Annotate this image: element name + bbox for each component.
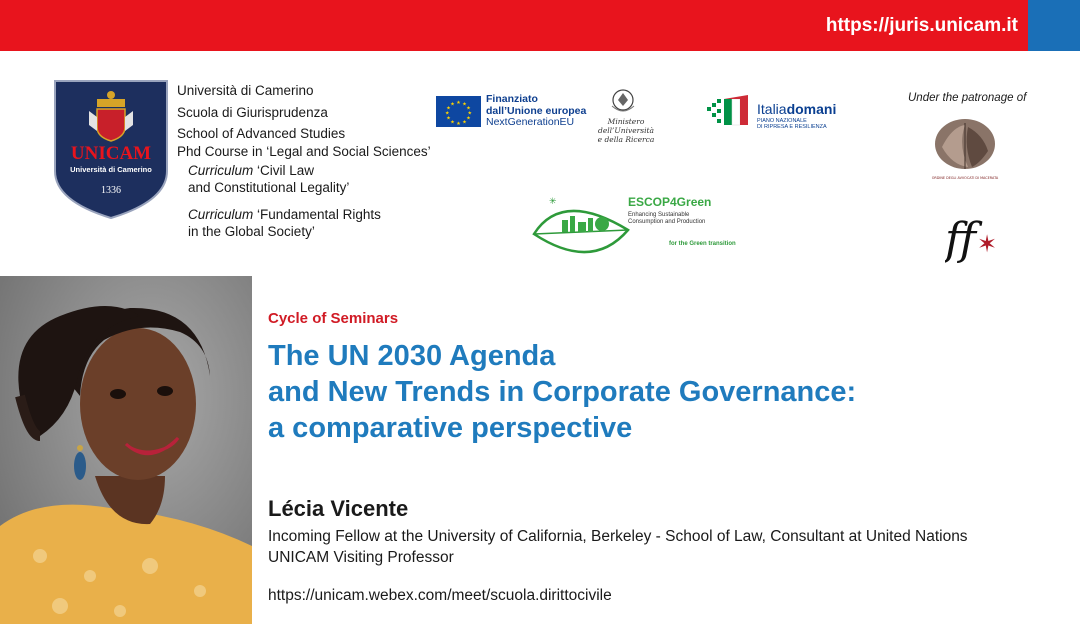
svg-text:★: ★ xyxy=(466,105,471,112)
svg-text:★: ★ xyxy=(446,105,451,112)
speaker-affiliation xyxy=(268,526,968,568)
svg-text:★: ★ xyxy=(467,110,473,117)
university-line: Phd Course in ‘Legal and Social Sciences’ xyxy=(177,143,431,159)
website-link[interactable]: https://juris.unicam.it xyxy=(825,15,1018,36)
ministry-line: e della Ricerca xyxy=(597,135,655,144)
italia-domani-icon xyxy=(705,93,755,129)
university-line: Università di Camerino xyxy=(177,83,314,98)
speaker-photo xyxy=(0,276,252,624)
svg-text:★: ★ xyxy=(450,101,455,108)
svg-text:★: ★ xyxy=(450,119,455,126)
curriculum-name: ‘Fundamental Rights xyxy=(253,207,381,222)
svg-text:★: ★ xyxy=(462,119,467,126)
ministry-line: Ministero dell’Università xyxy=(598,117,654,135)
title-line: a comparative perspective xyxy=(268,412,633,444)
italia-sub-line: PIANO NAZIONALE xyxy=(757,118,807,124)
eu-line: NextGenerationEU xyxy=(486,116,575,128)
eu-line: Finanziato xyxy=(486,93,538,105)
svg-text:★: ★ xyxy=(462,101,467,108)
bar-association-caption: ORDINE DEGLI AVVOCATI DI MACERATA xyxy=(931,176,999,180)
webex-link[interactable]: https://unicam.webex.com/meet/scuola.dirittocivile xyxy=(268,587,612,604)
curriculum-prefix: Curriculum xyxy=(188,207,254,222)
curriculum-prefix: Curriculum xyxy=(188,163,254,178)
svg-text:★: ★ xyxy=(456,121,461,127)
shield-name: UNICAM xyxy=(70,143,152,164)
svg-text:★: ★ xyxy=(446,115,451,122)
italia-domani-title xyxy=(757,101,836,117)
shield-year: 1336 xyxy=(101,185,121,196)
seminar-title xyxy=(268,338,856,446)
top-bar-accent xyxy=(1028,0,1080,51)
university-line: School of Advanced Studies xyxy=(177,126,346,141)
domani-word: domani xyxy=(786,101,837,117)
escop4green-logo xyxy=(532,190,742,265)
italia-sub-line: DI RIPRESA E RESILIENZA xyxy=(757,124,827,130)
svg-text:★: ★ xyxy=(456,100,461,106)
university-line: Scuola di Giurisprudenza xyxy=(177,104,328,120)
curriculum-civil-law xyxy=(188,162,349,196)
escop-title: ESCOP4Green xyxy=(628,195,712,209)
svg-text:✳: ✳ xyxy=(549,197,557,207)
italia-domani-subtitle xyxy=(757,118,827,130)
escop-sub: Consumption and Production xyxy=(628,219,706,225)
svg-text:ff: ff xyxy=(945,214,977,264)
top-bar xyxy=(0,0,1080,51)
curriculum-name-cont: and Constitutional Legality’ xyxy=(188,180,350,195)
bar-association-logo xyxy=(928,117,1003,182)
curriculum-fundamental-rights xyxy=(188,206,381,240)
escop-tagline: for the Green transition xyxy=(669,241,736,247)
eu-line: dall’Unione europea xyxy=(486,104,587,117)
svg-text:★: ★ xyxy=(466,115,471,122)
patronage-label: Under the patronage of xyxy=(908,92,1027,104)
cycle-label: Cycle of Seminars xyxy=(268,310,399,327)
curriculum-name-cont: in the Global Society’ xyxy=(188,224,315,239)
escop-sub: Enhancing Sustainable xyxy=(628,212,690,218)
university-info xyxy=(177,80,431,159)
eu-flag-icon xyxy=(436,96,481,127)
eu-funding-text xyxy=(486,94,586,129)
shield-subtitle: Università di Camerino xyxy=(70,165,152,174)
italia-word: Italia xyxy=(757,101,787,117)
title-line: and New Trends in Corporate Governance: xyxy=(268,376,857,408)
title-line: The UN 2030 Agenda xyxy=(268,340,556,372)
affiliation-line: UNICAM Visiting Professor xyxy=(268,549,454,566)
curriculum-name: ‘Civil Law xyxy=(253,163,315,178)
unicam-shield-logo xyxy=(53,79,169,220)
speaker-name: Lécia Vicente xyxy=(268,496,409,521)
affiliation-line: Incoming Fellow at the University of California, Berkeley - School of Law, Consultant at United Nations xyxy=(268,528,968,545)
svg-text:✶: ✶ xyxy=(977,230,998,258)
svg-text:★: ★ xyxy=(444,110,450,117)
ff-star-logo xyxy=(945,206,1001,264)
ministry-text xyxy=(586,117,666,144)
